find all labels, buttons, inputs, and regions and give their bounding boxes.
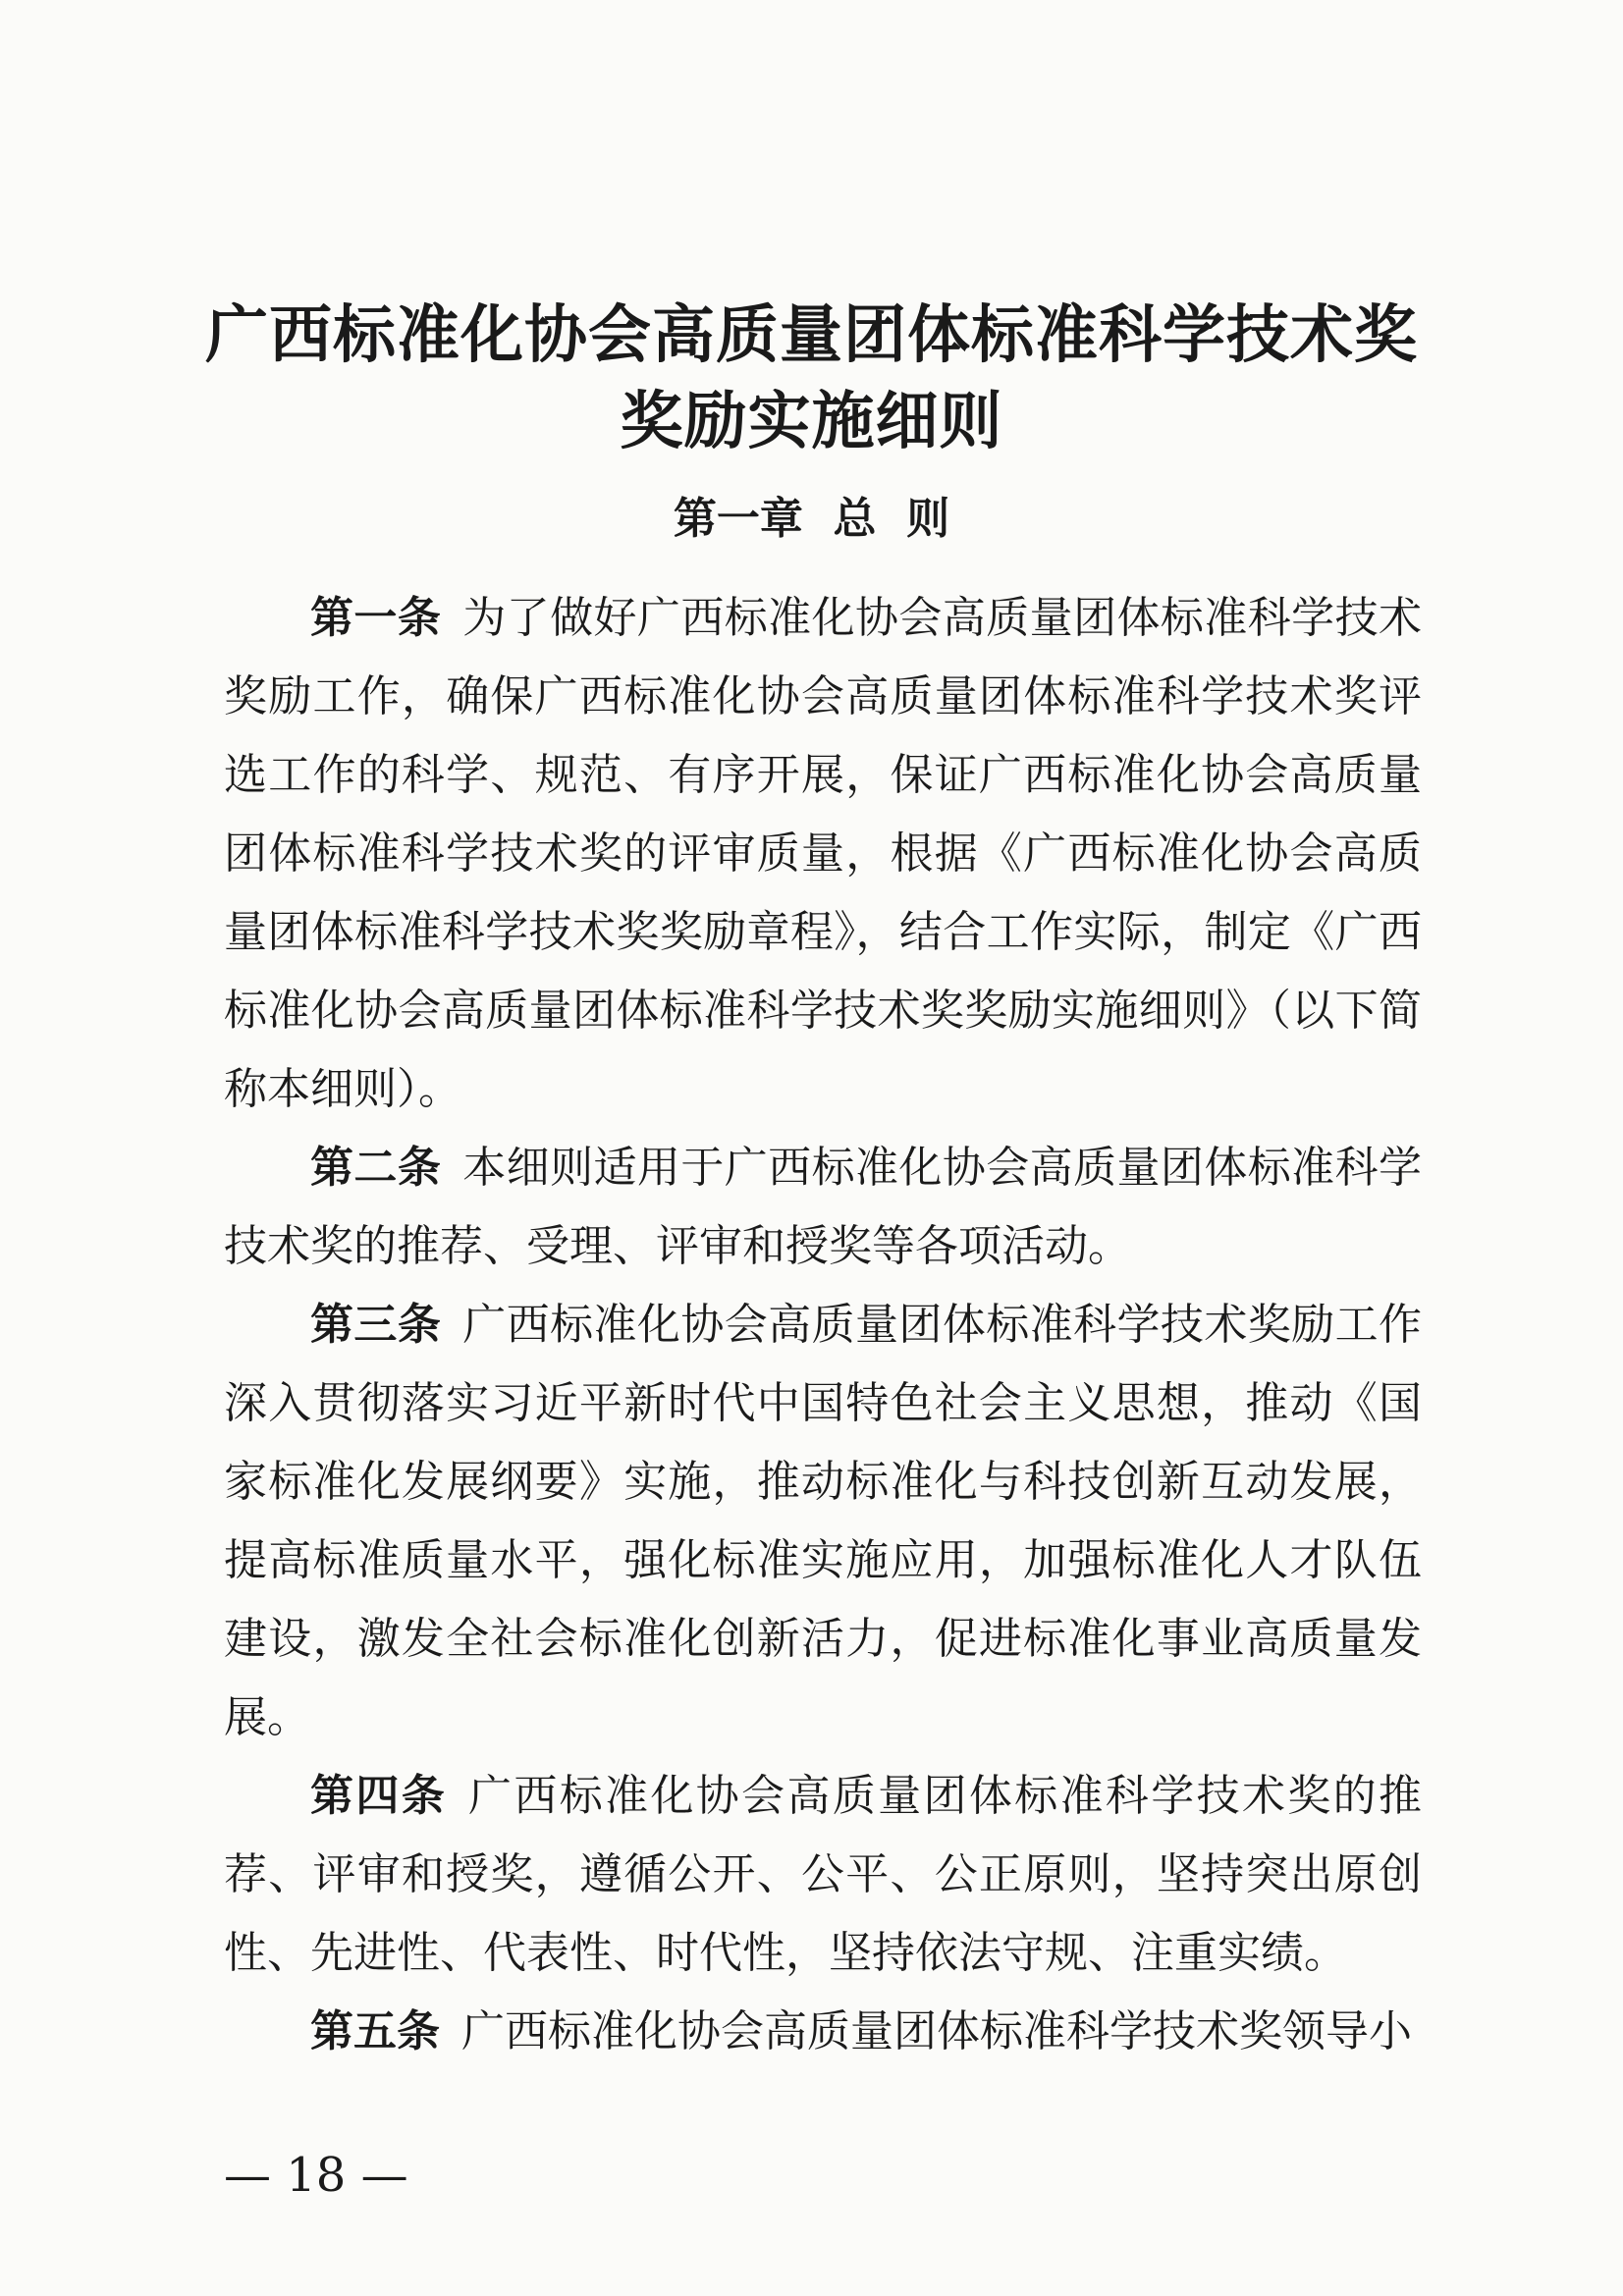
article-4-text: 广西标准化协会高质量团体标准科学技术奖的推荐、评审和授奖，遵循公开、公平、公正原则，坚持突出原创性、先进性、代表性、时代性，坚持依法守规、注重实绩。 [224,1771,1423,1978]
article-2-text: 本细则适用于广西标准化协会高质量团体标准科学技术奖的推荐、受理、评审和授奖等各项活动。 [224,1143,1422,1271]
document-title-line-2: 奖励实施细则 [620,385,1003,458]
chapter-heading: 第一章 总 则 [673,494,950,544]
article-3 [224,1286,1422,1757]
article-1-heading: 第一条 [310,593,442,643]
article-1 [224,579,1422,1129]
article-3-heading: 第三条 [310,1300,442,1350]
article-1-text: 为了做好广西标准化协会高质量团体标准科学技术奖励工作，确保广西标准化协会高质量团体标准科学技术奖评选工作的科学、规范、有序开展，保证广西标准化协会高质量团体标准科学技术奖的评审质量，根据《广西标准化协会高质量团体标准科学技术奖奖励章程》，结合工作实际，制定《广西标准化协会高质量团体标准科学技术奖奖励实施细则》（以下简称本细则）。 [224,593,1422,1114]
document-body [224,579,1422,2071]
document-title-line-1: 广西标准化协会高质量团体标准科学技术奖 [205,298,1418,372]
page-number: — 18 — [224,2148,408,2203]
article-5 [224,1993,1422,2071]
article-2 [224,1129,1422,1286]
article-4-heading: 第四条 [310,1771,448,1821]
article-4 [224,1757,1422,1993]
article-5-heading: 第五条 [310,2006,440,2056]
article-2-heading: 第二条 [310,1143,442,1193]
article-5-text: 广西标准化协会高质量团体标准科学技术奖领导小 [461,2006,1412,2056]
article-3-text: 广西标准化协会高质量团体标准科学技术奖励工作深入贯彻落实习近平新时代中国特色社会主义思想，推动《国家标准化发展纲要》实施，推动标准化与科技创新互动发展，提高标准质量水平，强化标准实施应用，加强标准化人才队伍建设，激发全社会标准化创新活力，促进标准化事业高质量发展。 [224,1300,1422,1742]
